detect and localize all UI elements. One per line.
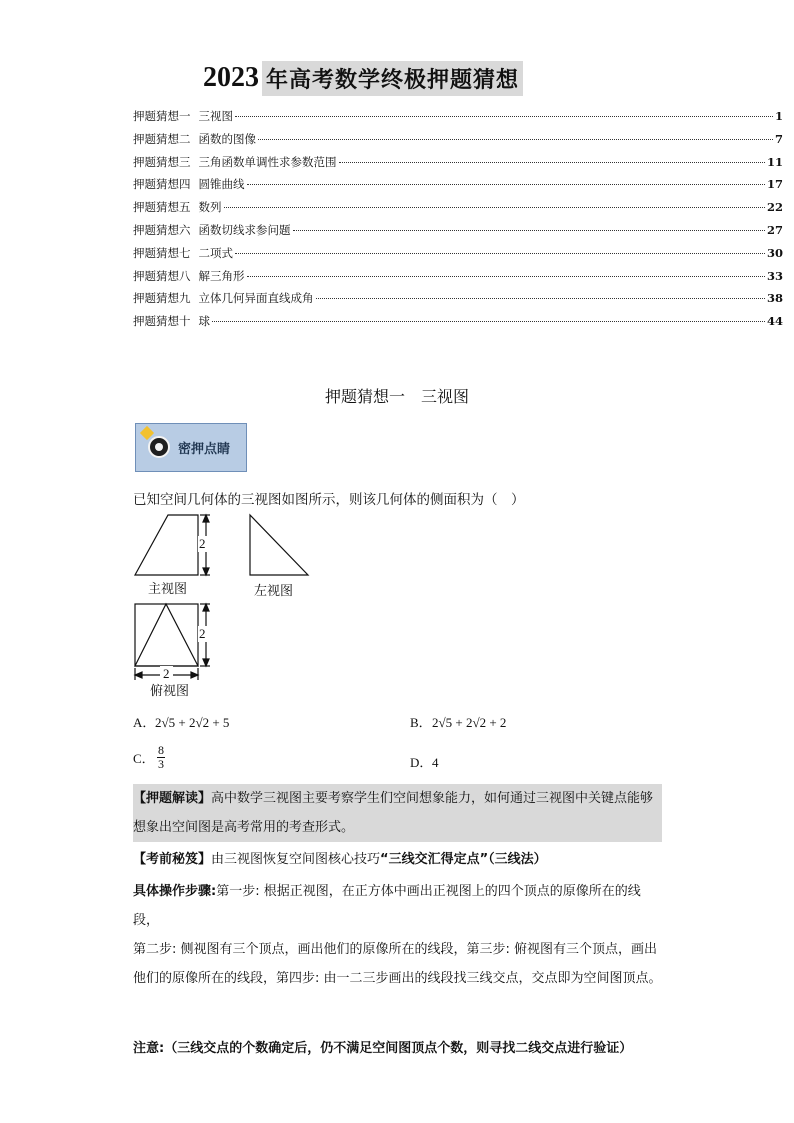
interpretation-text: 高中数学三视图主要考察学生们空间想象能力，如何通过三视图中关键点能够想象出空间图是高考常用的考查形式。 bbox=[133, 791, 654, 835]
fraction-denominator: 3 bbox=[158, 757, 164, 771]
toc-entry-topic: 函数切线求参问题 bbox=[198, 222, 291, 237]
interpretation-box bbox=[133, 784, 662, 842]
steps-line-2: 第二步: 侧视图有三个顶点，画出他们的原像所在的线段，第三步: 俯视图有三个顶点，画出他们的原像所在的线段，第四步: 由一二三步画出的线段找三线交点，交点即为空间图顶点。 bbox=[133, 942, 662, 986]
toc-page-number: 11 bbox=[766, 154, 783, 169]
toc-entry-topic: 函数的图像 bbox=[198, 131, 256, 146]
toc-page-number: 44 bbox=[766, 314, 783, 329]
toc-page-number: 22 bbox=[766, 200, 783, 215]
arrow-left-icon bbox=[135, 672, 142, 678]
side-view-shape bbox=[250, 515, 308, 575]
side-view-label: 左视图 bbox=[254, 583, 294, 598]
toc-leader-dots bbox=[293, 230, 765, 231]
toc-leader-dots bbox=[235, 253, 765, 254]
toc-entry-topic: 三角函数单调性求参数范围 bbox=[198, 154, 337, 169]
question-text: 已知空间几何体的三视图如图所示，则该几何体的侧面积为（ ） bbox=[133, 492, 525, 508]
toc-page-number: 1 bbox=[774, 109, 783, 123]
front-view-shape bbox=[135, 515, 198, 575]
toc-page-number: 33 bbox=[766, 268, 783, 283]
badge-label: 密押点睛 bbox=[178, 442, 231, 457]
secret-tips bbox=[133, 845, 662, 874]
front-dim-label: 2 bbox=[199, 536, 206, 551]
toc-row[interactable] bbox=[133, 222, 783, 245]
arrow-up-icon bbox=[203, 604, 209, 611]
toc-leader-dots bbox=[247, 184, 765, 185]
toc-page-number: 27 bbox=[766, 222, 783, 237]
steps-line-1: 第一步: 根据正视图，在正方体中画出正视图上的四个顶点的原像所在的线段， bbox=[133, 884, 641, 928]
toc-entry-topic: 解三角形 bbox=[198, 268, 245, 283]
toc-entry-name: 押题猜想七 bbox=[133, 245, 191, 260]
choice-d-expr: 4 bbox=[432, 755, 439, 770]
note-block bbox=[133, 1034, 662, 1063]
toc-page-number: 30 bbox=[766, 245, 783, 260]
interpretation-label: 【押题解读】 bbox=[133, 791, 212, 806]
toc-row[interactable] bbox=[133, 176, 783, 199]
toc-entry-name: 押题猜想八 bbox=[133, 268, 191, 283]
toc-row[interactable] bbox=[133, 268, 783, 291]
note-text: （三线交点的个数确定后，仍不满足空间图顶点个数，则寻找二线交点进行验证） bbox=[164, 1041, 633, 1056]
toc-entry-name: 押题猜想五 bbox=[133, 200, 191, 215]
toc-leader-dots bbox=[339, 162, 765, 163]
toc-row[interactable] bbox=[133, 131, 783, 154]
choice-d-letter: D． bbox=[410, 755, 433, 770]
toc-leader-dots bbox=[212, 321, 765, 322]
arrow-right-icon bbox=[191, 672, 198, 678]
choice-a-expr: 2√5 + 2√2 + 5 bbox=[155, 715, 230, 730]
toc-entry-name: 押题猜想二 bbox=[133, 131, 191, 146]
choice-c bbox=[133, 744, 165, 771]
note-label: 注意: bbox=[133, 1041, 165, 1056]
toc-entry-topic: 数列 bbox=[198, 200, 222, 215]
choice-b-letter: B． bbox=[410, 715, 432, 730]
choice-b bbox=[410, 712, 506, 731]
toc-page-number: 38 bbox=[766, 291, 783, 306]
toc-entry-name: 押题猜想九 bbox=[133, 291, 191, 306]
top-view-figure bbox=[130, 600, 220, 682]
top-dim-label-v: 2 bbox=[199, 626, 206, 641]
toc-leader-dots bbox=[316, 298, 765, 299]
toc-page-number: 7 bbox=[774, 131, 783, 146]
toc-entry-name: 押题猜想三 bbox=[133, 154, 191, 169]
toc-leader-dots bbox=[224, 207, 765, 208]
toc-entry-name: 押题猜想十 bbox=[133, 314, 191, 329]
section-title: 押题猜想一 三视图 bbox=[324, 387, 469, 406]
side-view-figure bbox=[245, 510, 315, 580]
toc-entry-topic: 球 bbox=[198, 314, 210, 329]
toc-entry-topic: 二项式 bbox=[198, 245, 233, 260]
choice-d bbox=[410, 752, 439, 771]
toc-leader-dots bbox=[258, 139, 773, 140]
top-view-label: 俯视图 bbox=[150, 683, 190, 698]
toc-entry-name: 押题猜想四 bbox=[133, 177, 191, 192]
toc-leader-dots bbox=[247, 276, 765, 277]
fraction-numerator: 8 bbox=[158, 743, 164, 757]
arrow-down-icon bbox=[203, 659, 209, 666]
toc-row[interactable] bbox=[133, 199, 783, 222]
document-title bbox=[203, 60, 523, 96]
top-view-triangle bbox=[135, 604, 198, 666]
toc-leader-dots bbox=[235, 116, 773, 117]
toc-row[interactable] bbox=[133, 313, 783, 336]
choice-a bbox=[133, 712, 229, 731]
toc-entry-topic: 立体几何异面直线成角 bbox=[198, 291, 314, 306]
front-view-figure bbox=[130, 510, 220, 580]
choice-b-expr: 2√5 + 2√2 + 2 bbox=[432, 715, 507, 730]
toc-entry-topic: 三视图 bbox=[198, 109, 233, 123]
toc-row[interactable] bbox=[133, 245, 783, 268]
choice-a-letter: A． bbox=[133, 715, 156, 730]
toc-row[interactable] bbox=[133, 108, 783, 131]
choice-c-fraction bbox=[157, 744, 165, 771]
toc-page-number: 17 bbox=[766, 177, 783, 192]
steps-block bbox=[133, 877, 662, 993]
toc-row[interactable] bbox=[133, 290, 783, 313]
top-view-square bbox=[135, 604, 198, 666]
secret-text: 由三视图恢复空间图核心技巧 bbox=[211, 852, 381, 867]
key-points-badge bbox=[135, 423, 247, 472]
arrow-down-icon bbox=[203, 568, 209, 575]
title-text: 年高考数学终极押题猜想 bbox=[262, 61, 523, 96]
front-view-label: 主视图 bbox=[148, 581, 188, 596]
toc-entry-name: 押题猜想一 bbox=[133, 109, 191, 123]
toc-entry-name: 押题猜想六 bbox=[133, 222, 191, 237]
steps-label: 具体操作步骤: bbox=[133, 884, 217, 899]
choice-c-letter: C． bbox=[133, 751, 155, 766]
secret-highlight: “三线交汇得定点”（三线法） bbox=[380, 852, 547, 867]
toc-entry-topic: 圆锥曲线 bbox=[198, 177, 245, 192]
title-year: 2023 bbox=[203, 62, 259, 93]
top-dim-label-h: 2 bbox=[160, 666, 173, 682]
arrow-up-icon bbox=[203, 515, 209, 522]
table-of-contents bbox=[133, 108, 783, 336]
secret-label: 【考前秘笈】 bbox=[133, 852, 212, 867]
target-icon bbox=[148, 436, 170, 458]
toc-row[interactable] bbox=[133, 154, 783, 177]
